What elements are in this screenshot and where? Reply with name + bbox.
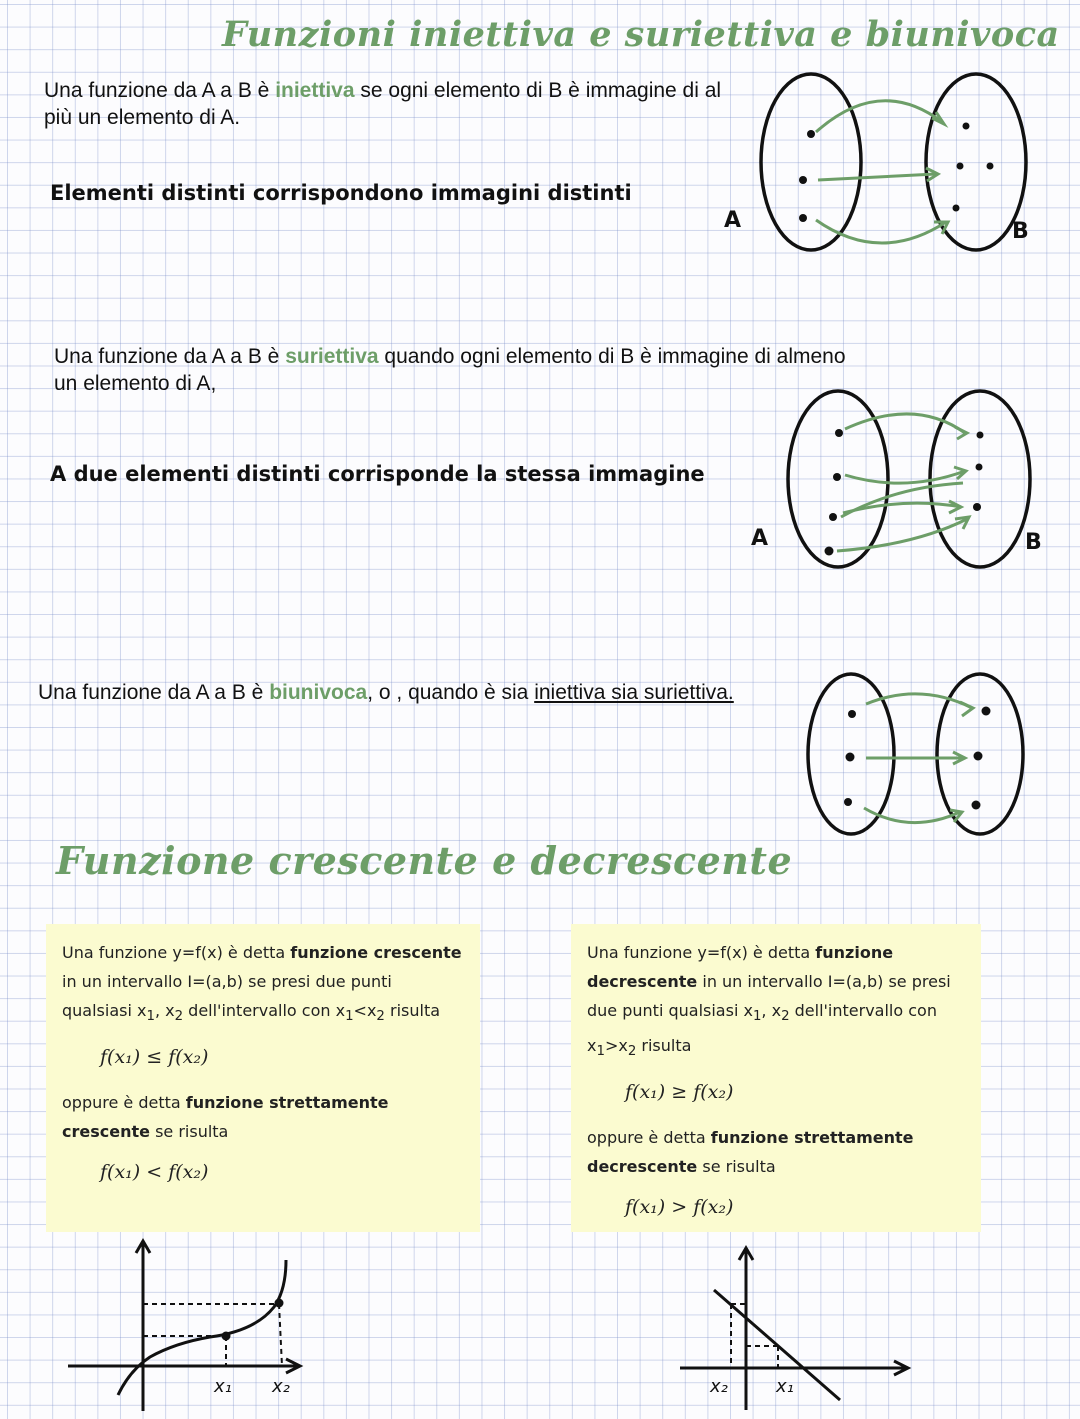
arrowhead xyxy=(955,427,967,439)
point xyxy=(977,432,984,439)
injective-text-post: se ogni elemento di B è immagine di al più un elemento di A. xyxy=(44,79,722,129)
increasing-definition-box xyxy=(46,924,480,1232)
guide-line xyxy=(279,1304,282,1366)
mapping-arrow xyxy=(845,414,965,433)
surjective-keyword: suriettiva xyxy=(285,345,379,368)
surjective-definition xyxy=(54,343,854,397)
set-b-label: B xyxy=(1025,530,1042,555)
surjective-diagram xyxy=(745,385,1045,575)
surjective-text-pre: Una funzione da A a B è xyxy=(54,345,286,368)
point xyxy=(844,798,852,806)
point xyxy=(799,214,807,222)
x1-label: x₁ xyxy=(776,1376,794,1397)
decreasing-paragraph: Una funzione y=f(x) è detta funzione decrescente in un intervallo I=(a,b) se presi due punti qualsiasi $x_1$, $x_2$ dell'intervallo con $x_1>x_2$ risulta xyxy=(587,943,951,1060)
decreasing-formula: f(x₁) ≥ f(x₂) xyxy=(625,1081,734,1104)
x2-label: x₂ xyxy=(272,1376,290,1397)
surjective-text-post: quando ogni elemento di B è immagine di almeno un elemento di A, xyxy=(54,345,846,395)
bijective-diagram xyxy=(800,670,1040,840)
bijective-text-pre: Una funzione da A a B è xyxy=(38,681,270,704)
point xyxy=(807,130,815,138)
set-b-label: B xyxy=(1012,219,1029,244)
mapping-arrow xyxy=(816,101,942,132)
point xyxy=(982,707,991,716)
set-a-label: A xyxy=(751,526,769,551)
point xyxy=(833,473,841,481)
mapping-arrow xyxy=(841,483,963,517)
bijective-keyword: biunivoca xyxy=(269,681,368,704)
page-title: Funzioni iniettiva e suriettiva e biunivoca xyxy=(222,14,1060,55)
point xyxy=(987,163,994,170)
bijective-text-mid: , o , quando è sia xyxy=(367,681,535,704)
set-b-ellipse xyxy=(930,391,1030,567)
decreasing-definition-box xyxy=(571,924,981,1232)
point xyxy=(835,429,843,437)
injective-keyword: iniettiva xyxy=(275,79,355,102)
point xyxy=(957,163,964,170)
decreasing-graph xyxy=(670,1240,920,1415)
point xyxy=(848,710,856,718)
strict-increasing-paragraph: oppure è detta funzione strettamente crescente se risulta xyxy=(62,1093,389,1142)
point xyxy=(799,176,807,184)
injective-diagram xyxy=(720,70,1040,260)
point xyxy=(825,547,834,556)
section-title-monotone: Funzione crescente e decrescente xyxy=(56,838,793,883)
increasing-graph xyxy=(60,1235,320,1415)
point xyxy=(953,205,960,212)
strict-decreasing-paragraph: oppure è detta funzione strettamente decrescente se risulta xyxy=(587,1128,914,1177)
injective-note: Elementi distinti corrispondono immagini distinti xyxy=(50,181,632,205)
set-a-label: A xyxy=(724,208,742,233)
strict-increasing-formula: f(x₁) < f(x₂) xyxy=(100,1161,209,1184)
bijective-underlined: iniettiva sia suriettiva. xyxy=(534,681,734,704)
mapping-arrow xyxy=(818,174,936,180)
point xyxy=(829,513,837,521)
mapping-arrow xyxy=(864,808,960,823)
mapping-arrow xyxy=(843,503,961,513)
point xyxy=(976,464,983,471)
point xyxy=(974,752,983,761)
increasing-paragraph: Una funzione y=f(x) è detta funzione crescente in un intervallo I=(a,b) se presi due punti qualsiasi $x_1$, $x_2$ dell'intervallo con $x_1<x_2$ risulta xyxy=(62,943,462,1025)
surjective-note: A due elementi distinti corrisponde la stessa immagine xyxy=(50,462,705,486)
set-a-ellipse xyxy=(761,74,861,250)
mapping-arrow xyxy=(845,471,965,483)
injective-text-pre: Una funzione da A a B è xyxy=(44,79,276,102)
bijective-definition xyxy=(38,679,818,706)
x1-label: x₁ xyxy=(214,1376,232,1397)
strict-decreasing-formula: f(x₁) > f(x₂) xyxy=(625,1196,734,1219)
injective-definition xyxy=(44,77,744,131)
point xyxy=(846,753,855,762)
point xyxy=(963,123,970,130)
point-x1 xyxy=(222,1332,231,1341)
increasing-formula: f(x₁) ≤ f(x₂) xyxy=(100,1046,209,1069)
point-x2 xyxy=(275,1299,284,1308)
point xyxy=(973,503,981,511)
arrowhead xyxy=(960,702,973,716)
x2-label: x₂ xyxy=(710,1376,728,1397)
point xyxy=(972,801,981,810)
